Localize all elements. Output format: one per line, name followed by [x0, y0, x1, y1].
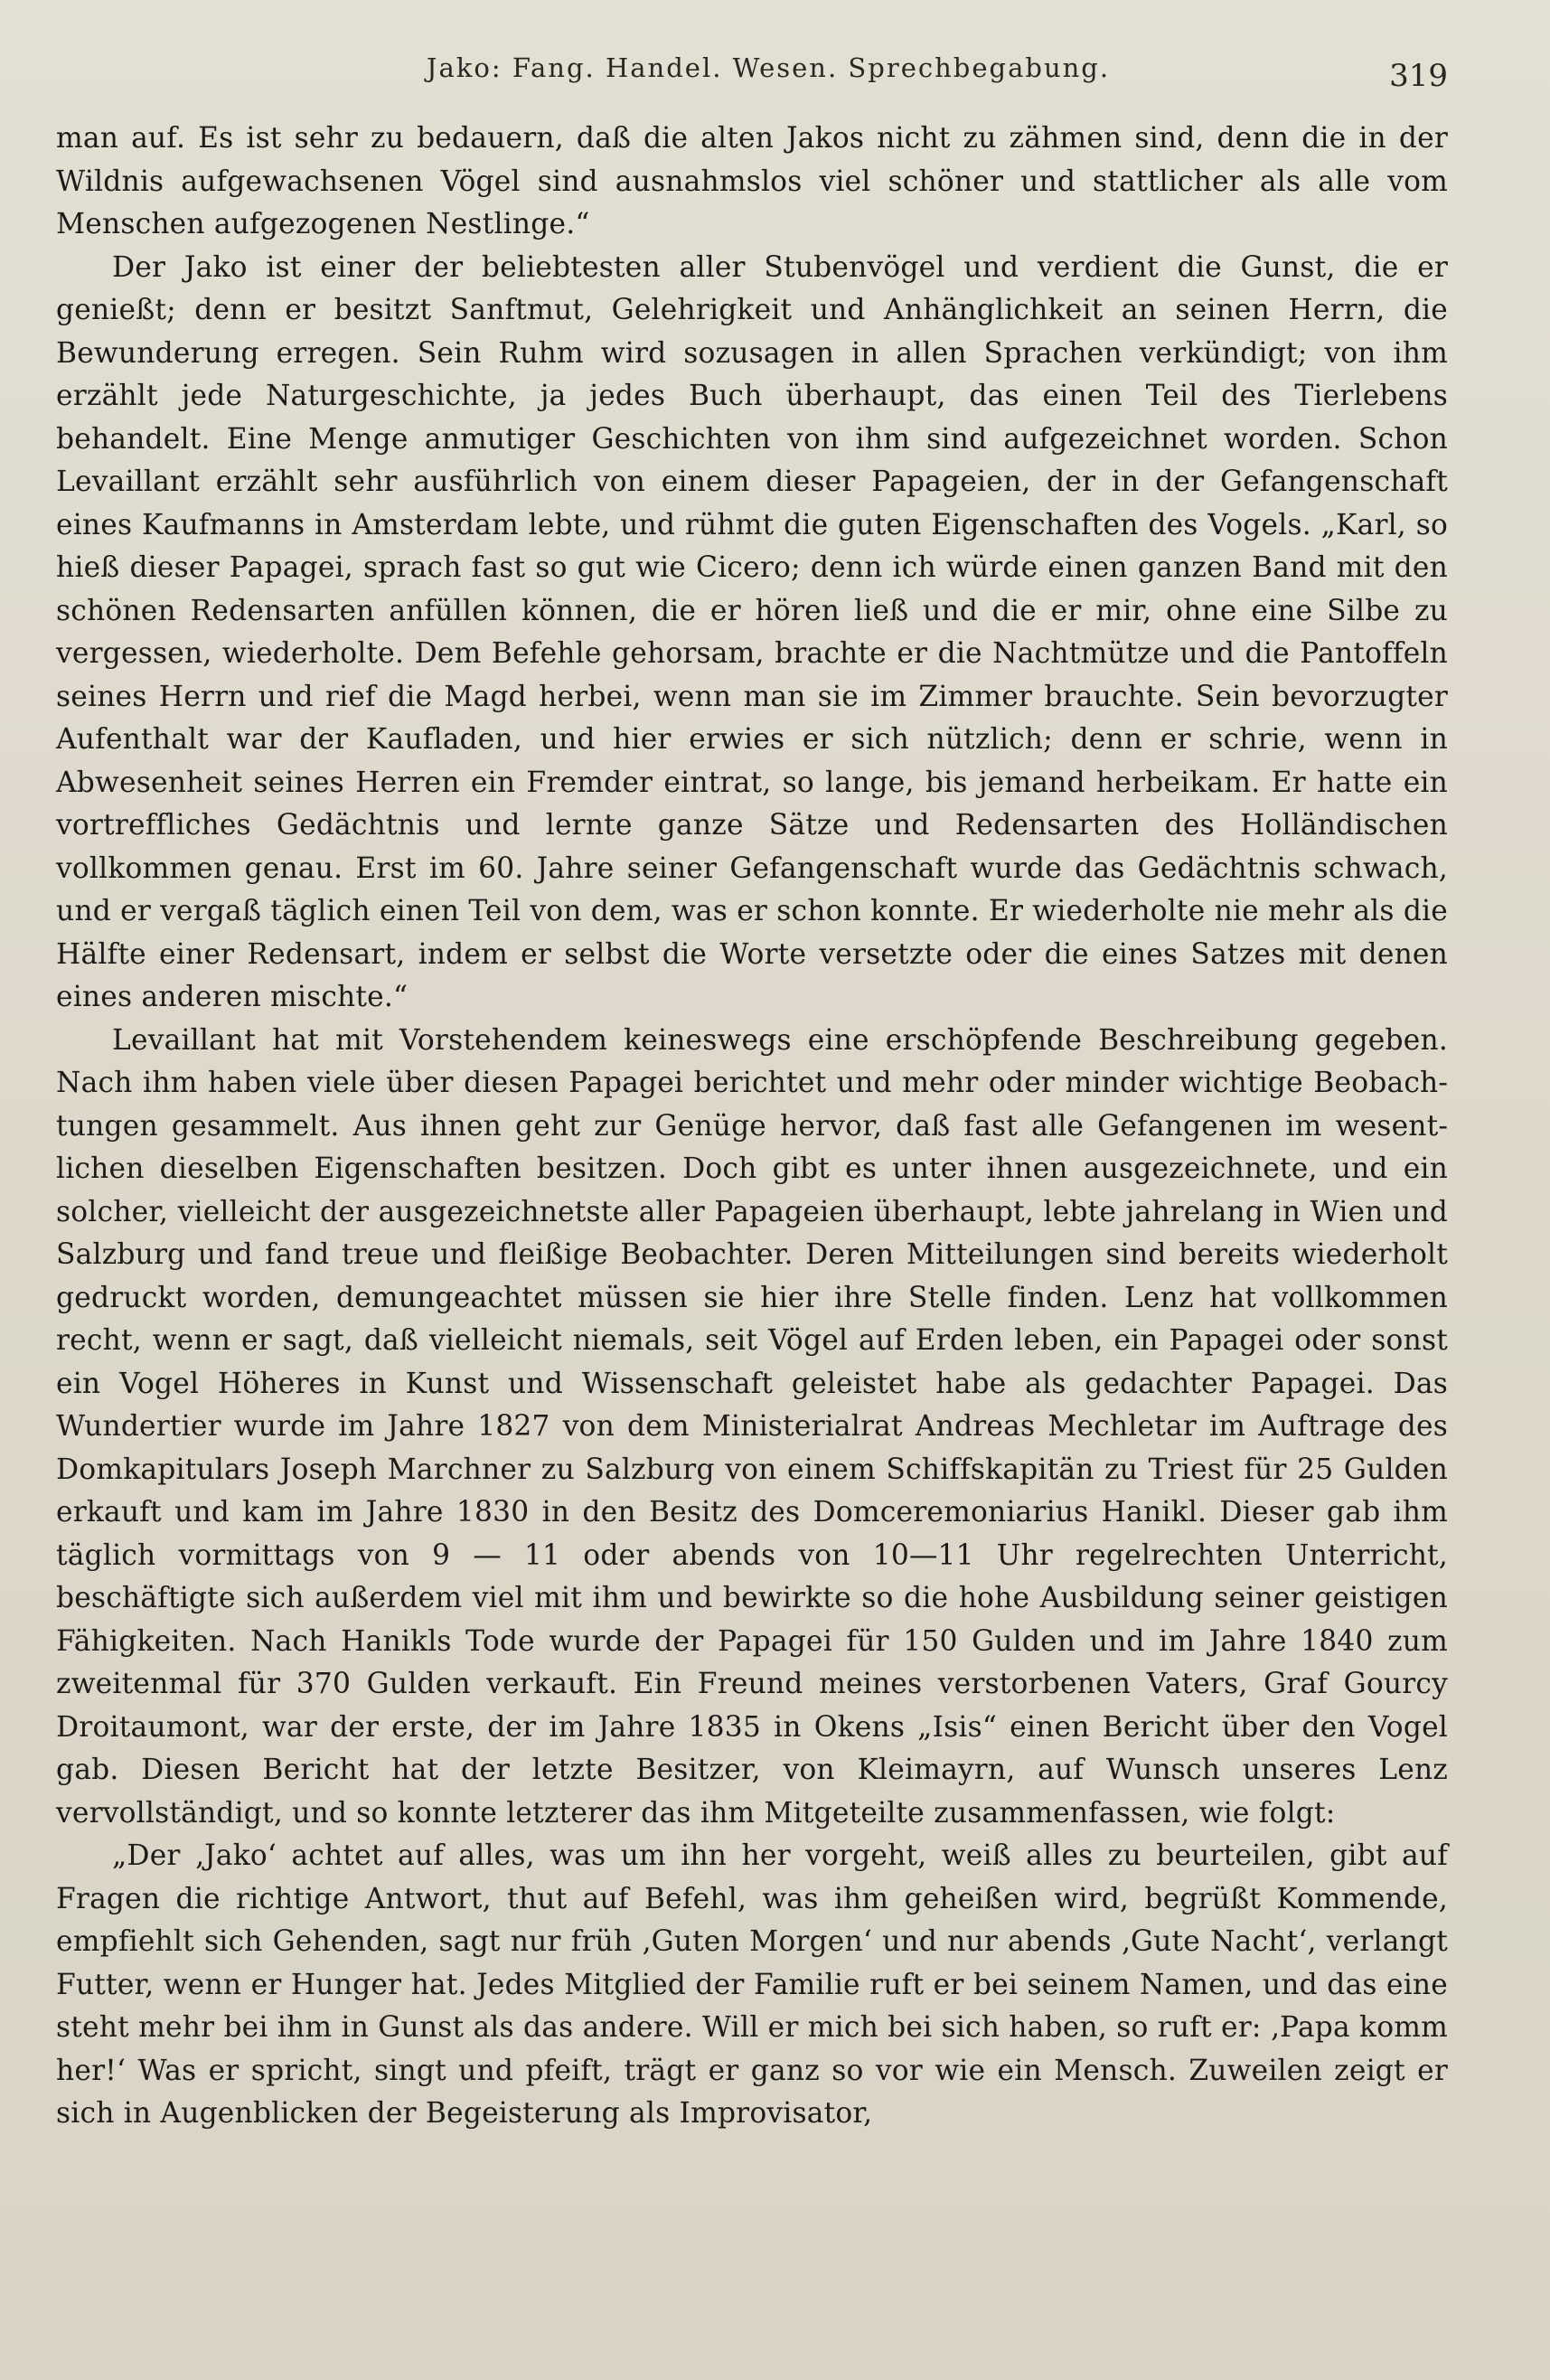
- page-number: 319: [1389, 58, 1448, 94]
- body-text: [56, 118, 1448, 2136]
- paragraph-jako-description: Der Jako ist einer der beliebtesten aller Stubenvögel und verdient die Gunst, die er genießt; denn er besitzt Sanftmut, Gelehrigkeit und Anhänglichkeit an seinen Herrn, die Bewunderung erregen. Sein Ruhm wird sozusagen in allen Sprachen verkündigt; von ihm erzählt jede Naturgeschichte, ja jedes Buch überhaupt, das einen Teil des Tierlebens behandelt. Eine Menge anmutiger Geschichten von ihm sind aufgezeichnet worden. Schon Levaillant erzählt sehr ausführlich von einem dieser Papageien, der in der Gefangenschaft eines Kaufmanns in Amsterdam lebte, und rühmt die guten Eigenschaften des Vogels. „Karl, so hieß dieser Papagei, sprach fast so gut wie Cicero; denn ich würde einen ganzen Band mit den schönen Redensarten anfüllen können, die er hören ließ und die er mir, ohne eine Silbe zu vergessen, wiederholte. Dem Befehle gehorsam, brachte er die Nachtmütze und die Pantoffeln seines Herrn und rief die Magd herbei, wenn man sie im Zimmer brauchte. Sein bevorzugter Aufenthalt war der Kaufladen, und hier erwies er sich nützlich; denn er schrie, wenn in Abwesenheit seines Herren ein Fremder eintrat, so lange, bis jemand herbeikam. Er hatte ein vortreffliches Gedächtnis und lernte ganze Sätze und Redensarten des Holländischen vollkommen genau. Erst im 60. Jahre seiner Gefangenschaft wurde das Gedächtnis schwach, und er vergaß täglich einen Teil von dem, was er schon konnte. Er wiederholte nie mehr als die Hälfte einer Redensart, indem er selbst die Worte versetzte oder die eines Satzes mit denen eines anderen mischte.“: [56, 250, 1448, 1013]
- page-header: [63, 52, 1473, 107]
- paragraph-levaillant: Levaillant hat mit Vorstehendem keineswegs eine erschöpfende Beschreibung gegeben. Nach ihm haben viele über diesen Papagei berichtet und mehr oder minder wichtige Beobachtungen gesammelt. Aus ihnen geht zur Genüge hervor, daß fast alle Gefangenen im wesentlichen dieselben Eigenschaften besitzen. Doch gibt es unter ihnen ausgezeichnete, und ein solcher, vielleicht der ausgezeichnetste aller Papageien überhaupt, lebte jahrelang in Wien und Salzburg und fand treue und fleißige Beobachter. Deren Mitteilungen sind bereits wiederholt gedruckt worden, demungeachtet müssen sie hier ihre Stelle finden. Lenz hat vollkommen recht, wenn er sagt, daß vielleicht niemals, seit Vögel auf Erden leben, ein Papagei oder sonst ein Vogel Höheres in Kunst und Wissenschaft geleistet habe als gedachter Papagei. Das Wundertier wurde im Jahre 1827 von dem Ministerialrat Andreas Mechletar im Auftrage des Domkapitulars Joseph Marchner zu Salzburg von einem Schiffskapitän zu Triest für 25 Gulden erkauft und kam im Jahre 1830 in den Besitz des Domceremoniarius Hanikl. Dieser gab ihm täglich vormittags von 9 — 11 oder abends von 10—11 Uhr regelrechten Unterricht, beschäftigte sich außerdem viel mit ihm und bewirkte so die hohe Ausbildung seiner geistigen Fähigkeiten. Nach Hanikls Tode wurde der Papagei für 150 Gulden und im Jahre 1840 zum zweitenmal für 370 Gulden verkauft. Ein Freund meines verstorbenen Vaters, Graf Gourcy Droitaumont, war der erste, der im Jahre 1835 in Okens „Isis“ einen Bericht über den Vogel gab. Diesen Bericht hat der letzte Besitzer, von Kleimayrn, auf Wunsch unseres Lenz vervollständigt, und so konnte letzterer das ihm Mitgeteilte zusammenfassen, wie folgt:: [56, 1023, 1448, 1830]
- paragraph-continuation: man auf. Es ist sehr zu bedauern, daß die alten Jakos nicht zu zähmen sind, denn die in der Wildnis aufgewachsenen Vögel sind ausnahmslos viel schöner und stattlicher als alle vom Menschen aufgezogenen Nestlinge.“: [56, 122, 1448, 240]
- paragraph-quotation: „Der ‚Jako‘ achtet auf alles, was um ihn her vorgeht, weiß alles zu beurteilen, gibt auf Fragen die richtige Antwort, thut auf Befehl, was ihm geheißen wird, begrüßt Kommende, empfiehlt sich Gehenden, sagt nur früh ‚Guten Morgen‘ und nur abends ‚Gute Nacht‘, verlangt Futter, wenn er Hunger hat. Jedes Mitglied der Familie ruft er bei seinem Namen, und das eine steht mehr bei ihm in Gunst als das andere. Will er mich bei sich haben, so ruft er: ‚Papa komm her!‘ Was er spricht, singt und pfeift, trägt er ganz so vor wie ein Mensch. Zuweilen zeigt er sich in Augenblicken der Begeisterung als Improvisator,: [56, 1839, 1448, 2130]
- running-head: Jako: Fang. Handel. Wesen. Sprechbegabung.: [426, 52, 1111, 83]
